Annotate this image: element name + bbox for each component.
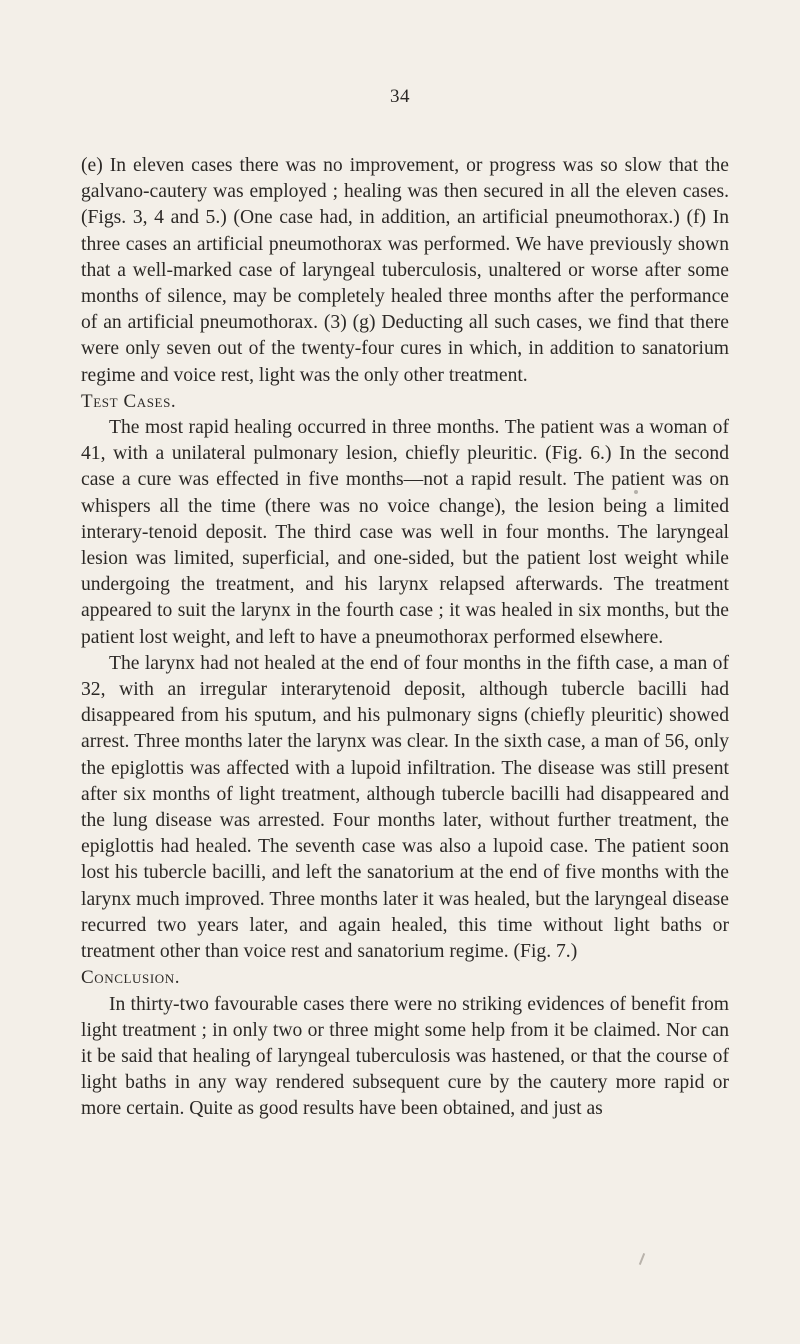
ink-speck bbox=[634, 490, 638, 494]
page-body bbox=[81, 153, 729, 1123]
section-heading-conclusion: Conclusion. bbox=[81, 967, 181, 989]
section-heading-test-cases: Test Cases. bbox=[81, 390, 177, 412]
conclusion-paragraph: In thirty-two favourable cases there were no striking evidences of benefit from light treatment ; in only two or three might some help from it be claimed. Nor can it be said that healing of laryngeal tuberculosis was hastened, or that the course of light baths in any way rendered subsequent cure by the cautery more rapid or more certain. Quite as good results have been obtained, and just as bbox=[81, 993, 729, 1120]
pencil-mark bbox=[639, 1253, 645, 1265]
page-number: 34 bbox=[390, 86, 410, 107]
test-cases-paragraph-1: The most rapid healing occurred in three months. The patient was a woman of 41, with a unilateral pulmonary lesion, chiefly pleuritic. (Fig. 6.) In the second case a cure was effected in five months—not a rapid result. The patient was on whispers all the time (there was no voice change), the lesion being a limited interary-tenoid deposit. The third case was well in four months. The laryngeal lesion was limited, superficial, and one-sided, but the patient lost weight while undergoing the treatment, and his larynx relapsed afterwards. The treatment appeared to suit the larynx in the fourth case ; it was healed in six months, but the patient lost weight, and left to have a pneumothorax performed elsewhere. bbox=[81, 417, 729, 648]
test-cases-paragraph-2: The larynx had not healed at the end of four months in the fifth case, a man of 32, with an irregular interarytenoid deposit, although tubercle bacilli had disappeared from his sputum, and his pulmonary signs (chiefly pleuritic) showed arrest. Three months later the larynx was clear. In the sixth case, a man of 56, only the epiglottis was affected with a lupoid infiltration. The disease was still present after six months of light treatment, although tubercle bacilli had disappeared and the lung disease was arrested. Four months later, without further treatment, the epiglottis had healed. The seventh case was also a lupoid case. The patient soon lost his tubercle bacilli, and left the sanatorium at the end of five months with the larynx much improved. Three months later it was healed, but the laryngeal disease recurred two years later, and again healed, this time without light baths or treatment other than voice rest and sanatorium regime. (Fig. 7.) bbox=[81, 652, 729, 963]
intro-paragraph: (e) In eleven cases there was no improvement, or progress was so slow that the galvano-cautery was employed ; healing was then secured in all the eleven cases. (Figs. 3, 4 and 5.) (One case had, in addition, an artificial pneumothorax.) (f) In three cases an artificial pneumothorax was performed. We have previously shown that a well-marked case of laryngeal tuberculosis, unaltered or worse after some months of silence, may be completely healed three months after the performance of an artificial pneumothorax. (3) (g) Deducting all such cases, we find that there were only seven out of the twenty-four cures in which, in addition to sanatorium regime and voice rest, light was the only other treatment. bbox=[81, 155, 729, 386]
